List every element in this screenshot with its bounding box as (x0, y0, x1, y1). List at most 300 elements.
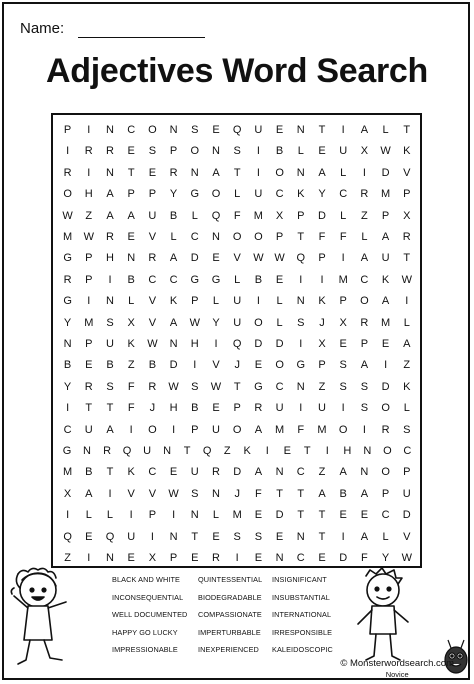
grid-letter[interactable]: U (143, 445, 152, 457)
grid-letter[interactable]: T (127, 166, 135, 179)
grid-letter[interactable]: D (275, 338, 284, 350)
grid-letter[interactable]: I (66, 145, 70, 158)
grid-letter[interactable]: A (360, 252, 369, 265)
grid-letter[interactable]: P (191, 423, 199, 436)
grid-letter[interactable]: C (339, 188, 348, 201)
grid-letter[interactable]: I (341, 124, 345, 136)
grid-letter[interactable]: Z (403, 359, 411, 372)
grid-letter[interactable]: W (210, 380, 222, 393)
grid-letter[interactable]: A (169, 252, 178, 265)
grid-letter[interactable]: C (63, 423, 72, 436)
grid-letter[interactable]: W (83, 231, 94, 243)
grid-letter[interactable]: P (191, 295, 199, 308)
grid-letter[interactable]: I (256, 145, 260, 158)
grid-letter[interactable]: F (361, 552, 368, 564)
grid-letter[interactable]: Y (381, 552, 390, 564)
grid-letter[interactable]: R (63, 273, 72, 286)
grid-letter[interactable]: T (303, 445, 311, 457)
grid-letter[interactable]: P (169, 552, 178, 564)
grid-letter[interactable]: A (106, 423, 114, 436)
grid-letter[interactable]: S (339, 380, 347, 393)
grid-letter[interactable]: I (384, 359, 388, 372)
grid-letter[interactable]: D (190, 252, 199, 265)
grid-letter[interactable]: N (212, 487, 220, 500)
grid-letter[interactable]: X (148, 552, 157, 564)
grid-letter[interactable]: C (148, 273, 157, 286)
grid-letter[interactable]: Y (169, 188, 178, 201)
grid-letter[interactable]: O (381, 402, 390, 415)
grid-letter[interactable]: S (106, 316, 114, 329)
grid-letter[interactable]: V (148, 231, 157, 243)
grid-letter[interactable]: M (381, 188, 391, 201)
grid-letter[interactable]: T (85, 402, 93, 415)
grid-letter[interactable]: N (169, 124, 178, 136)
grid-letter[interactable]: V (127, 487, 135, 500)
grid-letter[interactable]: I (66, 509, 70, 522)
grid-letter[interactable]: I (299, 338, 303, 350)
grid-letter[interactable]: I (362, 166, 366, 179)
grid-letter[interactable]: V (403, 166, 411, 179)
grid-letter[interactable]: M (84, 316, 94, 329)
grid-letter[interactable]: E (127, 231, 135, 243)
grid-letter[interactable]: R (212, 466, 220, 479)
grid-letter[interactable]: V (212, 359, 220, 372)
grid-letter[interactable]: C (381, 509, 390, 522)
grid-letter[interactable]: R (106, 231, 114, 243)
grid-letter[interactable]: I (299, 402, 303, 415)
grid-letter[interactable]: C (275, 188, 284, 201)
grid-letter[interactable]: M (338, 273, 348, 286)
grid-letter[interactable]: E (318, 552, 326, 564)
grid-letter[interactable]: Y (63, 316, 72, 329)
grid-letter[interactable]: N (169, 338, 178, 350)
grid-letter[interactable]: P (381, 209, 390, 222)
grid-letter[interactable]: N (127, 252, 136, 265)
grid-letter[interactable]: K (403, 145, 411, 158)
grid-letter[interactable]: S (360, 380, 369, 393)
grid-letter[interactable]: Z (127, 359, 135, 372)
grid-letter[interactable]: A (254, 466, 263, 479)
grid-letter[interactable]: L (297, 145, 304, 158)
grid-letter[interactable]: Z (318, 466, 326, 479)
grid-letter[interactable]: I (405, 295, 409, 308)
grid-letter[interactable]: D (233, 466, 242, 479)
grid-letter[interactable]: P (85, 273, 93, 286)
grid-letter[interactable]: W (380, 145, 391, 158)
grid-letter[interactable]: L (128, 295, 135, 308)
grid-letter[interactable]: L (212, 295, 220, 308)
grid-letter[interactable]: A (360, 359, 369, 372)
grid-letter[interactable]: C (148, 466, 157, 479)
grid-letter[interactable]: Q (296, 252, 306, 265)
grid-letter[interactable]: S (254, 530, 263, 543)
grid-letter[interactable]: T (233, 166, 241, 179)
grid-letter[interactable]: J (149, 402, 156, 415)
grid-letter[interactable]: G (62, 445, 72, 457)
grid-letter[interactable]: N (363, 445, 372, 457)
grid-letter[interactable]: B (127, 273, 135, 286)
grid-letter[interactable]: D (254, 338, 263, 350)
grid-letter[interactable]: R (63, 166, 72, 179)
grid-letter[interactable]: C (403, 445, 412, 457)
grid-letter[interactable]: N (212, 231, 220, 243)
grid-letter[interactable]: R (254, 402, 263, 415)
grid-letter[interactable]: R (148, 380, 157, 393)
grid-letter[interactable]: Z (223, 445, 231, 457)
grid-letter[interactable]: B (106, 359, 114, 372)
grid-letter[interactable]: T (233, 380, 241, 393)
grid-letter[interactable]: P (339, 295, 347, 308)
grid-letter[interactable]: I (87, 295, 91, 308)
grid-letter[interactable]: A (381, 295, 390, 308)
grid-letter[interactable]: X (403, 209, 411, 222)
grid-letter[interactable]: L (212, 509, 220, 522)
grid-letter[interactable]: B (191, 402, 199, 415)
grid-letter[interactable]: I (193, 359, 197, 372)
grid-letter[interactable]: Q (211, 209, 221, 222)
grid-letter[interactable]: V (233, 252, 241, 265)
grid-letter[interactable]: A (360, 487, 369, 500)
grid-letter[interactable]: N (190, 509, 199, 522)
grid-letter[interactable]: L (403, 402, 410, 415)
grid-letter[interactable]: U (190, 466, 199, 479)
grid-letter[interactable]: I (235, 552, 239, 564)
grid-letter[interactable]: O (63, 188, 72, 201)
grid-letter[interactable]: E (127, 552, 135, 564)
grid-letter[interactable]: P (85, 252, 93, 265)
grid-letter[interactable]: L (382, 530, 389, 543)
grid-letter[interactable]: N (106, 552, 114, 564)
grid-letter[interactable]: U (84, 423, 93, 436)
grid-letter[interactable]: Y (318, 188, 326, 201)
grid-letter[interactable]: D (381, 166, 390, 179)
grid-letter[interactable]: T (297, 231, 305, 243)
grid-letter[interactable]: R (84, 380, 93, 393)
grid-letter[interactable]: C (360, 273, 369, 286)
grid-letter[interactable]: E (360, 509, 369, 522)
grid-letter[interactable]: S (191, 380, 199, 393)
grid-letter[interactable]: N (106, 166, 114, 179)
grid-letter[interactable]: Z (64, 552, 71, 564)
grid-letter[interactable]: N (106, 124, 114, 136)
grid-letter[interactable]: I (87, 124, 91, 136)
grid-letter[interactable]: I (341, 402, 345, 415)
grid-letter[interactable]: N (296, 295, 305, 308)
grid-letter[interactable]: L (234, 273, 241, 286)
grid-letter[interactable]: O (254, 316, 263, 329)
grid-letter[interactable]: I (325, 445, 329, 457)
grid-letter[interactable]: U (318, 402, 326, 415)
grid-letter[interactable]: C (275, 380, 284, 393)
grid-letter[interactable]: Z (361, 209, 368, 222)
grid-letter[interactable]: A (381, 231, 390, 243)
grid-letter[interactable]: H (84, 188, 93, 201)
grid-letter[interactable]: Q (232, 338, 242, 350)
grid-letter[interactable]: J (234, 487, 240, 500)
grid-letter[interactable]: T (403, 252, 411, 265)
grid-letter[interactable]: K (297, 188, 305, 201)
grid-letter[interactable]: M (317, 423, 327, 436)
grid-letter[interactable]: P (360, 338, 369, 350)
grid-letter[interactable]: C (296, 552, 305, 564)
grid-letter[interactable]: N (296, 166, 305, 179)
grid-letter[interactable]: U (233, 295, 242, 308)
grid-letter[interactable]: X (318, 338, 326, 350)
grid-letter[interactable]: E (169, 466, 178, 479)
grid-letter[interactable]: E (275, 124, 284, 136)
grid-letter[interactable]: N (296, 124, 305, 136)
grid-letter[interactable]: T (297, 509, 305, 522)
grid-letter[interactable]: X (360, 145, 369, 158)
grid-letter[interactable]: R (360, 316, 369, 329)
grid-letter[interactable]: M (63, 466, 73, 479)
grid-letter[interactable]: B (254, 273, 263, 286)
grid-letter[interactable]: W (253, 252, 264, 265)
grid-letter[interactable]: M (381, 316, 391, 329)
grid-letter[interactable]: S (106, 380, 114, 393)
grid-letter[interactable]: X (339, 316, 347, 329)
grid-letter[interactable]: N (212, 145, 220, 158)
grid-letter[interactable]: W (189, 316, 200, 329)
grid-letter[interactable]: U (233, 316, 242, 329)
grid-letter[interactable]: S (148, 145, 157, 158)
grid-letter[interactable]: I (256, 166, 260, 179)
grid-letter[interactable]: P (403, 466, 411, 479)
grid-letter[interactable]: E (318, 145, 326, 158)
grid-letter[interactable]: P (275, 231, 284, 243)
grid-letter[interactable]: L (340, 209, 347, 222)
grid-letter[interactable]: P (318, 252, 326, 265)
grid-letter[interactable]: X (275, 209, 284, 222)
grid-letter[interactable]: D (402, 509, 411, 522)
grid-letter[interactable]: K (127, 338, 135, 350)
grid-letter[interactable]: K (169, 295, 178, 308)
grid-letter[interactable]: E (127, 145, 135, 158)
grid-letter[interactable]: O (148, 124, 157, 136)
grid-letter[interactable]: E (212, 124, 220, 136)
grid-letter[interactable]: S (233, 530, 241, 543)
grid-letter[interactable]: M (63, 231, 73, 243)
grid-letter[interactable]: G (296, 359, 306, 372)
grid-letter[interactable]: I (87, 552, 91, 564)
grid-letter[interactable]: F (297, 423, 305, 436)
grid-letter[interactable]: U (254, 188, 263, 201)
grid-letter[interactable]: D (169, 359, 178, 372)
grid-letter[interactable]: J (234, 359, 240, 372)
grid-letter[interactable]: B (63, 359, 72, 372)
grid-letter[interactable]: C (190, 231, 199, 243)
grid-letter[interactable]: U (402, 487, 411, 500)
grid-letter[interactable]: Y (212, 316, 220, 329)
grid-letter[interactable]: E (85, 530, 93, 543)
grid-letter[interactable]: M (253, 209, 263, 222)
grid-letter[interactable]: R (103, 445, 112, 457)
grid-letter[interactable]: T (106, 466, 114, 479)
grid-letter[interactable]: H (169, 402, 178, 415)
grid-letter[interactable]: I (129, 423, 133, 436)
grid-letter[interactable]: O (275, 166, 284, 179)
grid-letter[interactable]: P (381, 487, 390, 500)
grid-letter[interactable]: D (381, 380, 390, 393)
grid-letter[interactable]: T (297, 487, 305, 500)
grid-letter[interactable]: H (106, 252, 114, 265)
grid-letter[interactable]: V (403, 530, 411, 543)
grid-letter[interactable]: A (360, 530, 369, 543)
grid-letter[interactable]: L (85, 509, 92, 522)
grid-letter[interactable]: A (106, 188, 114, 201)
grid-letter[interactable]: J (319, 316, 325, 329)
grid-letter[interactable]: W (168, 380, 179, 393)
grid-letter[interactable]: L (170, 231, 177, 243)
grid-letter[interactable]: A (127, 209, 135, 222)
grid-letter[interactable]: O (254, 231, 263, 243)
grid-letter[interactable]: I (341, 530, 345, 543)
grid-letter[interactable]: L (234, 188, 241, 201)
grid-letter[interactable]: K (243, 445, 251, 457)
grid-letter[interactable]: U (106, 338, 114, 350)
grid-letter[interactable]: U (212, 423, 220, 436)
grid-letter[interactable]: I (256, 295, 260, 308)
grid-letter[interactable]: E (212, 402, 220, 415)
grid-letter[interactable]: O (148, 423, 157, 436)
grid-letter[interactable]: Y (63, 380, 72, 393)
grid-letter[interactable]: Q (63, 530, 72, 543)
grid-letter[interactable]: D (275, 509, 284, 522)
grid-letter[interactable]: F (127, 402, 135, 415)
grid-letter[interactable]: M (232, 509, 242, 522)
grid-letter[interactable]: P (85, 338, 93, 350)
grid-letter[interactable]: K (127, 466, 135, 479)
grid-letter[interactable]: P (63, 124, 72, 136)
grid-letter[interactable]: O (190, 145, 200, 158)
grid-letter[interactable]: T (191, 530, 199, 543)
grid-letter[interactable]: G (254, 380, 263, 393)
grid-letter[interactable]: U (275, 402, 284, 415)
grid-letter[interactable]: S (191, 487, 199, 500)
grid-letter[interactable]: W (147, 338, 158, 350)
grid-letter[interactable]: U (127, 530, 136, 543)
grid-letter[interactable]: F (339, 231, 347, 243)
grid-letter[interactable]: R (169, 166, 178, 179)
grid-letter[interactable]: B (169, 209, 178, 222)
grid-letter[interactable]: G (190, 188, 200, 201)
grid-letter[interactable]: W (401, 273, 412, 286)
grid-letter[interactable]: M (275, 423, 285, 436)
grid-letter[interactable]: R (148, 252, 157, 265)
grid-letter[interactable]: W (62, 209, 73, 222)
grid-letter[interactable]: X (63, 487, 72, 500)
grid-letter[interactable]: I (108, 487, 112, 500)
grid-letter[interactable]: I (214, 338, 218, 350)
grid-letter[interactable]: A (339, 466, 347, 479)
grid-letter[interactable]: U (254, 124, 263, 136)
grid-letter[interactable]: E (254, 359, 263, 372)
grid-letter[interactable]: R (212, 552, 220, 564)
grid-letter[interactable]: I (320, 273, 324, 286)
grid-letter[interactable]: L (106, 509, 114, 522)
grid-letter[interactable]: A (360, 124, 369, 136)
grid-letter[interactable]: T (318, 509, 326, 522)
grid-letter[interactable]: P (233, 402, 241, 415)
grid-letter[interactable]: Q (202, 445, 212, 457)
grid-letter[interactable]: P (148, 509, 157, 522)
grid-letter[interactable]: N (275, 466, 284, 479)
grid-letter[interactable]: W (401, 552, 412, 564)
grid-letter[interactable]: R (360, 188, 369, 201)
grid-letter[interactable]: N (63, 338, 72, 350)
grid-letter[interactable]: A (85, 487, 93, 500)
grid-letter[interactable]: N (106, 295, 114, 308)
grid-letter[interactable]: G (63, 252, 72, 265)
grid-letter[interactable]: D (339, 552, 348, 564)
grid-letter[interactable]: E (275, 273, 284, 286)
grid-letter[interactable]: Q (122, 445, 132, 457)
grid-letter[interactable]: A (403, 338, 411, 350)
grid-letter[interactable]: S (339, 359, 347, 372)
grid-letter[interactable]: I (66, 402, 70, 415)
grid-letter[interactable]: L (403, 316, 410, 329)
grid-letter[interactable]: E (85, 359, 93, 372)
grid-letter[interactable]: T (106, 402, 114, 415)
grid-letter[interactable]: G (63, 295, 72, 308)
grid-letter[interactable]: I (341, 252, 345, 265)
grid-letter[interactable]: I (362, 423, 366, 436)
grid-letter[interactable]: B (85, 466, 93, 479)
grid-letter[interactable]: P (297, 209, 305, 222)
grid-letter[interactable]: Q (105, 530, 115, 543)
grid-letter[interactable]: B (275, 145, 284, 158)
grid-letter[interactable]: A (106, 209, 114, 222)
letter-grid[interactable] (51, 113, 422, 568)
grid-letter[interactable]: U (381, 252, 390, 265)
grid-letter[interactable]: O (275, 359, 284, 372)
grid-letter[interactable]: N (360, 466, 369, 479)
grid-letter[interactable]: F (318, 231, 326, 243)
grid-letter[interactable]: U (339, 145, 348, 158)
grid-letter[interactable]: T (318, 530, 326, 543)
grid-letter[interactable]: R (402, 231, 411, 243)
grid-letter[interactable]: L (276, 295, 283, 308)
grid-letter[interactable]: O (211, 188, 221, 201)
grid-letter[interactable]: S (360, 402, 369, 415)
grid-letter[interactable]: E (148, 166, 157, 179)
grid-letter[interactable]: F (127, 380, 135, 393)
grid-letter[interactable]: P (169, 145, 178, 158)
grid-letter[interactable]: P (148, 188, 157, 201)
grid-letter[interactable]: S (403, 423, 411, 436)
grid-letter[interactable]: T (318, 124, 326, 136)
grid-letter[interactable]: W (274, 252, 285, 265)
grid-letter[interactable]: H (190, 338, 199, 350)
grid-letter[interactable]: N (163, 445, 172, 457)
grid-letter[interactable]: A (318, 166, 326, 179)
grid-letter[interactable]: D (318, 209, 326, 222)
grid-letter[interactable]: E (254, 552, 263, 564)
grid-letter[interactable]: Q (232, 124, 242, 136)
grid-letter[interactable]: B (339, 487, 347, 500)
grid-letter[interactable]: U (148, 209, 157, 222)
grid-letter[interactable]: L (361, 231, 368, 243)
grid-letter[interactable]: T (403, 124, 411, 136)
grid-letter[interactable]: E (339, 338, 347, 350)
grid-letter[interactable]: A (212, 166, 220, 179)
grid-letter[interactable]: N (275, 552, 284, 564)
name-input-line[interactable] (78, 37, 205, 38)
grid-letter[interactable]: N (169, 530, 178, 543)
grid-letter[interactable]: I (172, 423, 176, 436)
grid-letter[interactable]: N (83, 445, 91, 457)
grid-letter[interactable]: I (299, 273, 303, 286)
